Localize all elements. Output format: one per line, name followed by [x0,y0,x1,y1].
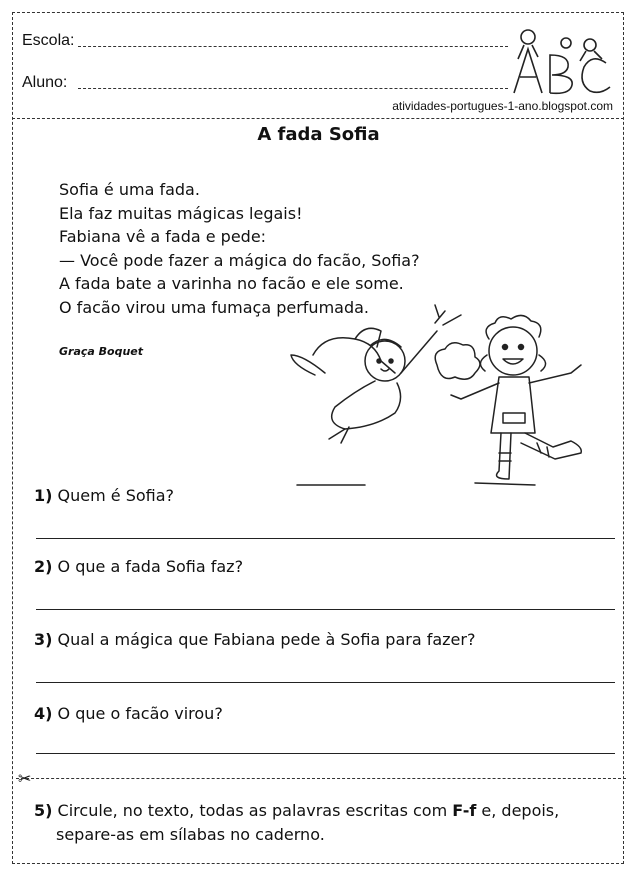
answer-line-3[interactable] [36,682,615,683]
student-field [22,74,67,92]
poem-line: Sofia é uma fada. [59,180,200,199]
header-separator [12,118,624,119]
question-number: 5) [34,801,53,820]
question-text-end: e, depois, [476,801,560,820]
poem-line: O facão virou uma fumaça perfumada. [59,297,370,317]
school-field [22,32,74,50]
school-label: Escola: [22,32,75,49]
question-5 [34,799,559,847]
question-3 [34,630,475,649]
answer-line-2[interactable] [36,609,615,610]
poem-line: Fabiana vê a fada e pede: [59,227,267,246]
highlight-letters: F-f [452,801,477,820]
poem-line: — Você pode fazer a mágica do facão, Sofia? [59,250,420,270]
fairy-and-girl-illustration [285,303,620,493]
question-text-line2: separe-as em sílabas no caderno. [56,825,325,844]
question-text: O que a fada Sofia faz? [57,557,244,576]
school-line[interactable] [78,46,508,47]
poem-text [59,178,420,319]
poem-line: Ela faz muitas mágicas legais! [59,203,303,223]
question-text: O que o facão virou? [57,704,223,723]
question-1 [34,486,174,505]
question-4 [34,704,223,723]
poem-line: A fada bate a varinha no facão e ele some. [59,274,404,293]
question-text: Qual a mágica que Fabiana pede à Sofia para fazer? [57,630,476,649]
question-2 [34,557,243,576]
student-line[interactable] [78,88,508,89]
question-number: 2) [34,557,53,576]
student-label: Aluno: [22,74,68,91]
page-title: A fada Sofia [257,124,380,145]
question-number: 3) [34,630,53,649]
scissors-icon: ✂ [18,769,32,788]
abc-logo-icon [506,15,620,99]
question-text: Circule, no texto, todas as palavras escritas com [57,801,453,820]
answer-line-1[interactable] [36,538,615,539]
question-number: 1) [34,486,53,505]
question-number: 4) [34,704,53,723]
blog-url: atividades-portugues-1-ano.blogspot.com [392,99,613,113]
author: Graça Boquet [59,345,144,358]
answer-line-4[interactable] [36,753,615,754]
cut-line [16,778,626,779]
question-text: Quem é Sofia? [57,486,175,505]
